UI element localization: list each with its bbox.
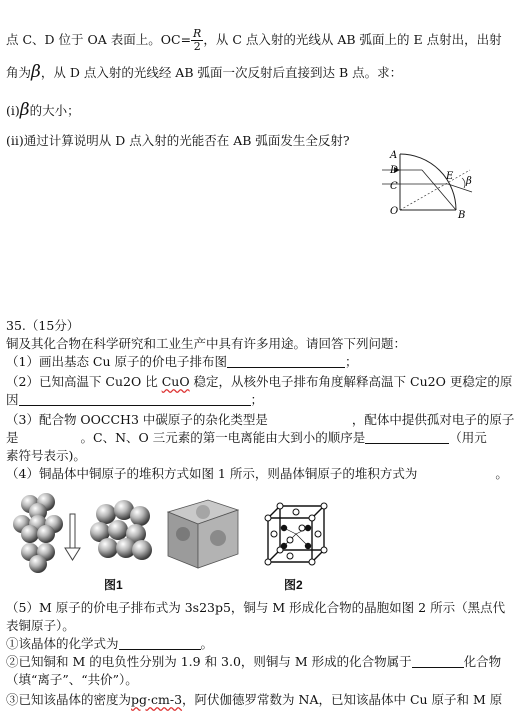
text: ； [250,392,264,407]
text: （2）已知高温下 Cu2O 比 [6,374,162,389]
label-a: A [390,150,398,161]
figure-2-label: 图2 [284,578,303,592]
q35-part-3-cont [6,430,487,446]
q35-part-3 [6,412,514,428]
text: ； [345,354,358,369]
answer-blank[interactable] [227,355,345,368]
optics-question-2 [6,133,350,149]
text: 。C、N、O 三元素的第一电离能由大到小的顺序是 [80,430,366,445]
q35-part-4 [6,466,508,482]
text: 35.（15分） [6,318,80,333]
arc-ab [400,154,456,210]
q35-part-5-1 [6,636,213,652]
beta-symbol: β [31,62,41,82]
q35-part-5-3 [6,692,502,708]
text: （用元 [449,430,487,445]
sphere-cluster-layered [13,493,63,573]
text: ，从 D 点入射的光线经 AB 弧面一次反射后直接到达 B 点。求： [40,65,403,80]
q35-part-2-cont [6,392,263,408]
text: 。 [200,636,214,651]
text: (i) [6,103,20,118]
beta-angle-arc [462,178,465,188]
label-o: O [390,206,399,217]
q35-part-5-2-cont [6,672,138,688]
q35-part-3-end [6,448,86,464]
cuo-spelling-flag: CuO [161,374,190,389]
label-c: C [390,181,398,192]
label-d: D [390,165,399,176]
text: ①该晶体的化学式为 [6,636,119,651]
optics-question-1 [6,102,80,119]
text: （1）画出基态 Cu 原子的价电子排布图 [6,354,228,369]
text: 点 C、D 位于 OA 表面上。OC= [6,32,192,47]
q35-part-5-cont [6,618,75,634]
text: 铜及其化合物在科学研究和工业生产中具有许多用途。请回答下列问题： [6,336,407,351]
q35-header [6,318,79,334]
text: ②已知铜和 M 的电负性分别为 1.9 和 3.0，则铜与 M 形成的化合物属于 [6,654,412,669]
text: （4）铜晶体中铜原子的堆积方式如图 1 所示，则晶体铜原子的堆积方式为 [6,466,418,481]
text: ，阿伏伽德罗常数为 NA，已知该晶体中 Cu 原子和 M 原 [182,692,503,707]
text: 角为 [6,65,32,80]
unit-cell-cube [168,500,238,568]
answer-blank[interactable] [412,655,464,668]
text: ，配体中提供孤对电子的原子 [351,412,514,427]
text: 因 [6,392,19,407]
optics-line-2 [6,64,402,81]
text: 的大小； [29,103,80,118]
text: 。 [495,466,508,481]
text: (ii)通过计算说明从 D 点入射的光能否在 AB 弧面发生全反射? [6,133,350,148]
optics-line-1 [6,28,502,53]
figure-2-unit-cell [262,498,334,570]
text: ，从 C 点入射的光线从 AB 弧面上的 E 点射出，出射 [203,32,502,47]
q35-part-5 [6,600,505,616]
text: ③已知该晶体的密度为 [6,692,132,707]
text: （5）M 原子的价电子排布式为 3s23p5，铜与 M 形成化合物的晶胞如图 2 所示（黑点代 [6,600,506,615]
down-arrow-icon [65,514,80,560]
text: 稳定，从核外电子排布角度解释高温下 Cu2O 更稳定的原 [189,374,513,389]
text: 素符号表示)。 [6,448,86,463]
text: 化合物 [463,654,502,669]
q35-intro [6,336,406,352]
answer-blank[interactable] [119,637,201,650]
sphere-cluster-compact [90,500,152,560]
fraction-r-over-2 [191,28,203,53]
fraction-numerator: R [193,27,202,40]
text: （3）配合物 OOCCH3 中碳原子的杂化类型是 [6,412,268,427]
answer-blank[interactable] [365,431,449,444]
label-b: B [458,210,466,221]
optics-diagram [360,148,480,220]
label-beta: β [466,176,472,187]
text: 表铜原子）。 [6,618,75,633]
q35-part-1 [6,354,358,370]
label-e: E [446,171,454,182]
figure-1-label: 图1 [104,578,123,592]
figure-1-sphere-stacking [8,492,248,576]
density-unit: pg·cm-3 [131,692,183,707]
q35-part-5-2 [6,654,501,670]
text: 是 [6,430,19,445]
fraction-denominator: 2 [193,40,201,53]
text: （填“离子”、“共价”）。 [6,672,138,687]
normal-line [400,170,470,210]
answer-blank[interactable] [19,393,251,406]
q35-part-2 [6,374,512,390]
beta-symbol: β [19,100,30,120]
